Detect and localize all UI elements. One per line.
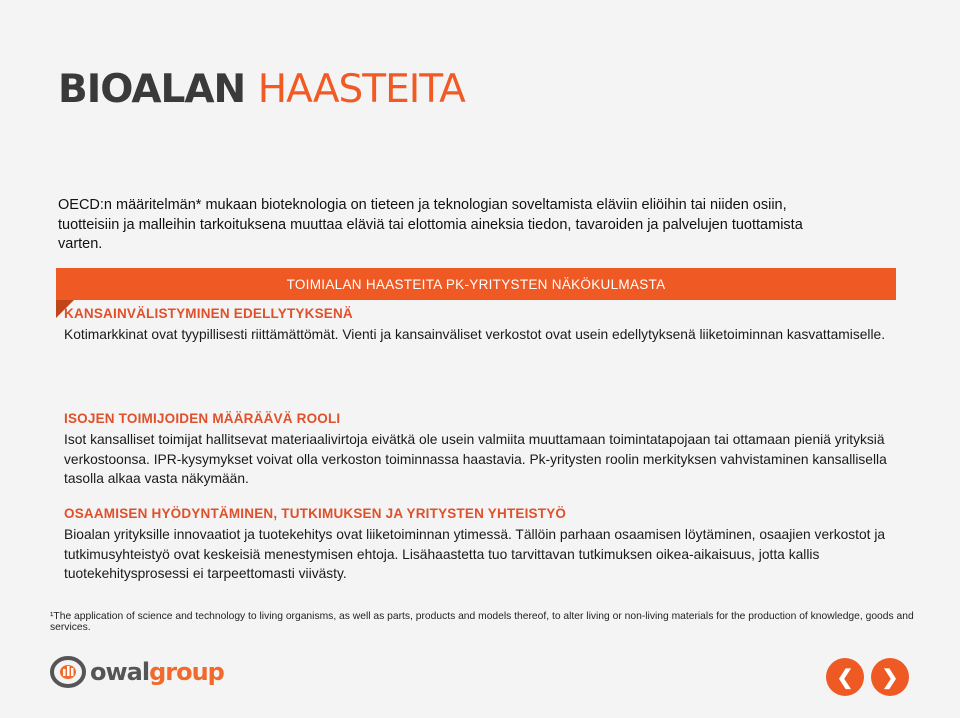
section-body: Kotimarkkinat ovat tyypillisesti riittämättömät. Vienti ja kansainväliset verkostot ovat usein edellytyksenä liiketoiminnan kasvattamiselle. bbox=[64, 327, 886, 342]
logo-text-part2: group bbox=[149, 658, 224, 686]
previous-slide-button[interactable] bbox=[826, 658, 864, 696]
logo-text-part1: owal bbox=[90, 658, 150, 686]
owalgroup-logo bbox=[50, 654, 224, 690]
page-title-light: HAASTEITA bbox=[257, 67, 465, 112]
section-title: KANSAINVÄLISTYMINEN EDELLYTYKSENÄ bbox=[64, 306, 353, 321]
owalgroup-logo-text bbox=[90, 658, 224, 686]
section-body: Bioalan yrityksille innovaatiot ja tuotekehitys ovat liiketoiminnan ytimessä. Tällöin parhaan osaamisen löytäminen, osaajien verkostot ja tutkimusyhteistyö ovat keskeisiä menestymisen ehtoja. Lisähaastetta tuo tarvittavan tutkimuksen oikea-aikaisuus, jotta kallis tuotekehitysprosessi ei tarpeettomasti viivästy. bbox=[64, 527, 886, 581]
section-title: ISOJEN TOIMIJOIDEN MÄÄRÄÄVÄ ROOLI bbox=[64, 411, 341, 426]
page-title-bold: BIOALAN bbox=[58, 67, 246, 112]
next-slide-button[interactable] bbox=[871, 658, 909, 696]
section-banner bbox=[56, 268, 896, 300]
page-title bbox=[58, 66, 465, 114]
owalgroup-logo-icon bbox=[50, 656, 86, 688]
chevron-left-icon: ❮ bbox=[836, 666, 854, 689]
footnote: ¹The application of science and technology to living organisms, as well as parts, products and models thereof, to alter living or non-living materials for the production of knowledge, goods and services. bbox=[50, 611, 914, 633]
challenge-section-expertise bbox=[64, 506, 894, 584]
challenge-section-large-actors bbox=[64, 411, 894, 489]
section-banner-label: TOIMIALAN HAASTEITA PK-YRITYSTEN NÄKÖKULMASTA bbox=[286, 276, 666, 292]
intro-text: OECD:n määritelmän* mukaan bioteknologia on tieteen ja teknologian soveltamista eläviin eliöihin tai niiden osiin, tuotteisiin ja malleihin tarkoituksena muuttaa eläviä tai elottomia aineksia tiedon, tavaroiden ja palvelujen tuottamista varten. bbox=[58, 197, 803, 252]
challenge-section-internationalization bbox=[64, 306, 894, 345]
section-body: Isot kansalliset toimijat hallitsevat materiaalivirtoja eivätkä ole usein valmiita muuttamaan toimintatapojaan tai ottamaan pieniä yrityksiä verkostoonsa. IPR-kysymykset voivat olla verkoston toiminnassa haastavia. Pk-yritysten roolin merkityksen vahvistaminen kansallisella tasolla alkaa vasta näkymään. bbox=[64, 432, 887, 486]
chevron-right-icon: ❯ bbox=[881, 666, 899, 689]
section-title: OSAAMISEN HYÖDYNTÄMINEN, TUTKIMUKSEN JA YRITYSTEN YHTEISTYÖ bbox=[64, 506, 567, 521]
